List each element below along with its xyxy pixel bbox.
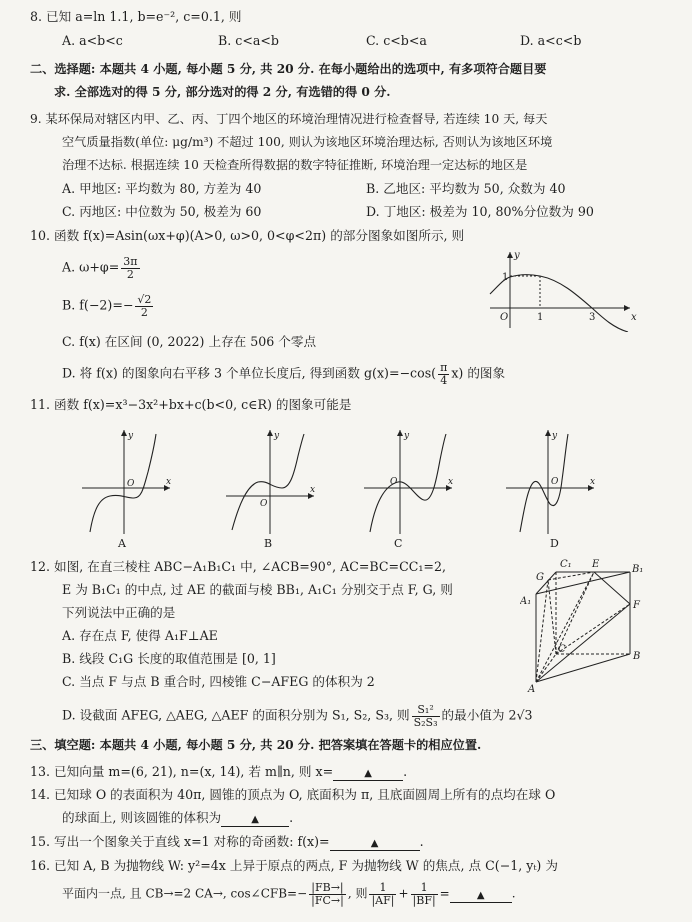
q12-option-d-text: D. 设截面 AFEG, △AEG, △AEF 的面积分别为 S₁, S₂, S₃, 则 [62, 707, 410, 723]
y-axis-arrow [267, 430, 273, 436]
q13-text: 13. 已知向量 m=(6, 21), n=(x, 14), 若 m∥n, 则 x= [30, 764, 334, 779]
origin-label: O [500, 312, 509, 323]
q12-line1: 12. 如图, 在直三棱柱 ABC−A₁B₁C₁ 中, ∠ACB=90°, AC=BC=CC₁=2, [30, 559, 446, 574]
cubic-curve [370, 434, 446, 532]
q16-fraction-1-af [369, 882, 396, 906]
q10-sine-graph [488, 246, 638, 332]
q11-graph-c [360, 426, 456, 550]
q16-line1: 16. 已知 A, B 为抛物线 W: y²=4x 上异于原点的两点, F 为抛物线 W 的焦点, 点 C(−1, yₜ) 为 [30, 858, 558, 873]
edge-a-b [536, 654, 630, 682]
q15-period: . [419, 834, 424, 849]
q13-period: . [403, 764, 408, 779]
q10-option-a [62, 256, 142, 280]
y-axis-label: y [128, 431, 134, 441]
x-tick-3: 3 [589, 312, 596, 323]
q14-text: 的球面上, 则该圆锥的体积为 [62, 810, 222, 825]
q9-line2: 空气质量指数(单位: μg/m³) 不超过 100, 则认为该地区环境治理达标, 否则认为该地区环境 [62, 135, 553, 149]
q8-stem: 8. 已知 a=ln 1.1, b=e⁻², c=0.1, 则 [30, 9, 242, 24]
x-axis-label: x [310, 485, 316, 495]
q15 [30, 834, 424, 851]
q9-line3: 治理不达标. 根据连续 10 天检查所得数据的数字特征推断, 环境治理一定达标的地区是 [62, 158, 528, 172]
fraction-denominator: |AF| [371, 893, 395, 907]
x-tick-1: 1 [537, 312, 544, 323]
q12-option-d-fraction [412, 704, 440, 728]
q11-graph-a [78, 426, 174, 550]
y-axis-arrow [397, 430, 403, 436]
q11-stem: 11. 函数 f(x)=x³−3x²+bx+c(b<0, c∈R) 的图象可能是 [30, 397, 352, 412]
q10-option-d [62, 362, 505, 386]
q16-line2 [62, 882, 516, 906]
q14-answer-blank[interactable]: ▲ [221, 814, 289, 827]
fraction-numerator: 1 [369, 882, 396, 895]
fraction-numerator: π [440, 361, 448, 374]
cubic-curve [232, 434, 304, 530]
fraction-numerator: 1 [411, 882, 438, 895]
q12-prism-figure [520, 558, 650, 694]
q12-option-b: B. 线段 C₁G 长度的取值范围是 [0, 1] [62, 651, 276, 666]
q9-option-a: A. 甲地区: 平均数为 80, 方差为 40 [62, 181, 262, 196]
vertex-b1-label: B₁ [632, 564, 644, 575]
origin-label: O [551, 477, 559, 487]
q12-option-d [62, 704, 533, 728]
q16-text: 平面内一点, 且 CB→=2 CA→, cos∠CFB=− [62, 886, 308, 901]
q15-answer-blank[interactable]: ▲ [330, 838, 420, 851]
sine-curve [490, 275, 628, 332]
q11-graph-b [222, 426, 318, 550]
fraction-denominator: |BF| [412, 893, 436, 907]
q8-option-c: C. c<b<a [366, 33, 427, 48]
q9-line1: 9. 某环保局对辖区内甲、乙、丙、丁四个地区的环境治理情况进行检查督导, 若连续 10 天, 每天 [30, 112, 548, 126]
section2-heading-line1: 二、选择题: 本题共 4 小题, 每小题 5 分, 共 20 分. 在每小题给出的选项中, 有多项符合题目要 [30, 62, 547, 76]
q14-line2 [62, 810, 293, 827]
q10-option-b-text: B. f(−2)=− [62, 297, 134, 313]
q15-text: 15. 写出一个图象关于直线 x=1 对称的奇函数: f(x)= [30, 834, 330, 849]
section-a-e [536, 572, 594, 682]
fraction-denominator: 4 [440, 373, 448, 387]
y-tick-1: 1 [502, 272, 509, 283]
fraction-denominator: S₂S₃ [413, 715, 438, 729]
vertex-c-label: C [558, 644, 566, 655]
graph-label: D [550, 537, 559, 550]
q10-option-d-fraction [438, 362, 449, 386]
point-f-label: F [633, 600, 640, 611]
q10-option-c: C. f(x) 在区间 (0, 2022) 上存在 506 个零点 [62, 334, 317, 349]
origin-label: O [260, 499, 268, 509]
y-axis-label: y [404, 431, 410, 441]
section-e-f [594, 572, 630, 604]
x-axis-arrow [624, 305, 630, 311]
q16-plus-sign: + [398, 886, 409, 901]
section2-heading-line2: 求. 全部选对的得 5 分, 部分选对的得 2 分, 有选错的得 0 分. [54, 85, 391, 99]
q8-option-a: A. a<b<c [62, 33, 123, 48]
vertex-b-label: B [633, 651, 641, 662]
q12-option-c: C. 当点 F 与点 B 重合时, 四棱锥 C−AFEG 的体积为 2 [62, 674, 375, 689]
q12-line3: 下列说法中正确的是 [62, 605, 176, 620]
q10-option-d-tail: x) 的图象 [451, 365, 506, 381]
q10-option-a-text: A. ω+φ= [62, 259, 120, 275]
vertex-c1-label: C₁ [560, 559, 572, 570]
fraction-numerator: |FB→| [309, 882, 346, 895]
q8-option-d: D. a<c<b [520, 33, 582, 48]
graph-label: B [264, 537, 273, 550]
q10-option-b-fraction [135, 294, 153, 318]
y-axis-label: y [514, 250, 520, 261]
fraction-denominator: 2 [140, 305, 148, 319]
graph-label: A [118, 537, 126, 550]
vertex-a1-label: A₁ [520, 596, 532, 607]
vertex-a-label: A [528, 684, 536, 694]
cubic-curve [520, 434, 568, 532]
fraction-numerator: 3π [123, 255, 138, 268]
point-g-label: G [536, 572, 544, 583]
q12-option-d-tail: 的最小值为 2√3 [441, 707, 533, 723]
x-axis-label: x [590, 477, 596, 487]
q12-line2: E 为 B₁C₁ 的中点, 过 AE 的截面与棱 BB₁, A₁C₁ 分别交于点 F, G, 则 [62, 582, 453, 597]
fraction-denominator: |FC→| [311, 893, 344, 907]
graph-label: C [394, 537, 403, 550]
edge-a1-b1 [536, 572, 630, 594]
q13 [30, 764, 407, 781]
q10-stem: 10. 函数 f(x)=Asin(ωx+φ)(A>0, ω>0, 0<φ<2π) 的部分图象如图所示, 则 [30, 228, 465, 243]
y-axis-label: y [274, 431, 280, 441]
x-axis-label: x [631, 312, 637, 323]
cubic-curve [90, 434, 156, 532]
q10-option-d-text: D. 将 f(x) 的图象向右平移 3 个单位长度后, 得到函数 g(x)=−cos( [62, 365, 437, 381]
q10-option-b [62, 294, 155, 318]
q8-option-b: B. c<a<b [218, 33, 279, 48]
y-axis-arrow [507, 252, 513, 258]
y-axis-label: y [552, 431, 558, 441]
q16-period: . [511, 886, 516, 901]
y-axis-arrow [545, 430, 551, 436]
origin-label: O [127, 479, 135, 489]
y-axis-arrow [121, 430, 127, 436]
x-axis-label: x [448, 477, 454, 487]
q16-text-then: , 则 [347, 886, 368, 901]
q9-option-b: B. 乙地区: 平均数为 50, 众数为 40 [366, 181, 566, 196]
q13-answer-blank[interactable]: ▲ [333, 768, 403, 781]
section-a-f [536, 604, 630, 682]
q16-fraction-fb-fc [309, 882, 346, 906]
fraction-denominator: 2 [126, 267, 134, 281]
q14-line1: 14. 已知球 O 的表面积为 40π, 圆锥的顶点为 O, 底面积为 π, 且底面圆周上所有的点均在球 O [30, 787, 556, 802]
q16-equals-sign: = [439, 886, 450, 901]
fraction-numerator: √2 [137, 293, 152, 306]
q12-option-a: A. 存在点 F, 使得 A₁F⊥AE [62, 628, 218, 643]
q11-graph-d [502, 426, 598, 550]
section3-heading: 三、填空题: 本题共 4 小题, 每小题 5 分, 共 20 分. 把答案填在答题卡的相应位置. [30, 738, 482, 752]
q9-option-d: D. 丁地区: 极差为 10, 80%分位数为 90 [366, 204, 594, 219]
q14-period: . [289, 810, 294, 825]
q9-option-c: C. 丙地区: 中位数为 50, 极差为 60 [62, 204, 262, 219]
q16-fraction-1-bf [411, 882, 438, 906]
point-e-label: E [592, 559, 600, 570]
fraction-numerator: S₁² [412, 704, 440, 717]
section-a-g [536, 580, 548, 682]
x-axis-label: x [166, 477, 172, 487]
q16-answer-blank[interactable]: ▲ [450, 890, 512, 903]
q10-option-a-fraction [121, 256, 139, 280]
origin-label: O [390, 477, 398, 487]
